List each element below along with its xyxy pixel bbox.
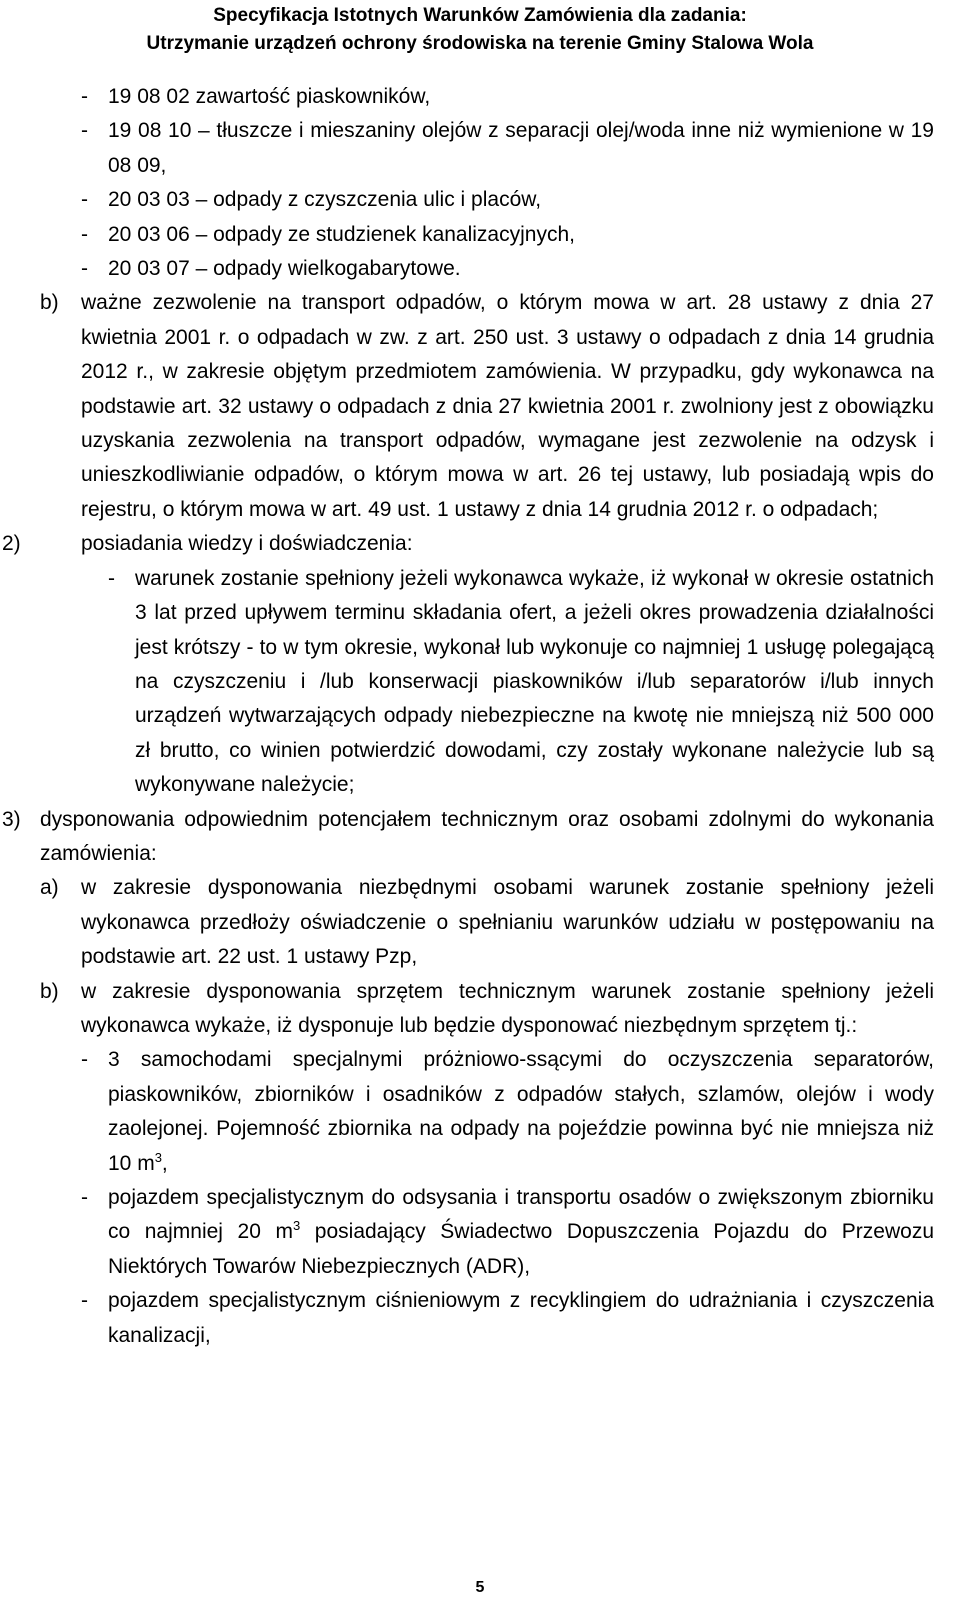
item-3a-marker: a) bbox=[40, 876, 59, 900]
item-2-text: posiadania wiedzy i doświadczenia: bbox=[81, 532, 413, 556]
page-number: 5 bbox=[475, 1579, 485, 1596]
item-2-knowledge bbox=[0, 527, 934, 561]
equipment-item bbox=[81, 1181, 935, 1284]
waste-code-text: 20 03 03 – odpady z czyszczenia ulic i placów, bbox=[108, 188, 542, 212]
item-3-text: dysponowania odpowiednim potencjałem technicznym oraz osobami zdolnymi do wykonania zamówienia: bbox=[40, 807, 934, 865]
item-3-marker: 3) bbox=[2, 807, 21, 831]
item-3-resources bbox=[0, 803, 934, 872]
waste-code-item bbox=[81, 183, 934, 217]
waste-code-text: 19 08 10 – tłuszcze i mieszaniny olejów z separacji olej/woda inne niż wymienione w 19 08 09, bbox=[108, 119, 934, 177]
dash-marker: - bbox=[81, 1048, 88, 1072]
equipment-item bbox=[81, 1043, 934, 1181]
dash-marker: - bbox=[81, 1289, 88, 1313]
dash-marker: - bbox=[81, 257, 88, 281]
item-3a-personnel bbox=[0, 871, 934, 974]
dash-marker: - bbox=[81, 119, 88, 143]
superscript: 3 bbox=[154, 1149, 162, 1165]
item-b-marker: b) bbox=[40, 291, 59, 315]
document-header bbox=[0, 0, 960, 58]
dash-marker: - bbox=[81, 222, 88, 246]
equipment-text-end: , bbox=[161, 1151, 168, 1175]
document-body bbox=[0, 80, 960, 1353]
waste-code-item bbox=[81, 80, 934, 114]
waste-code-text: 20 03 07 – odpady wielkogabarytowe. bbox=[108, 257, 461, 281]
item-2-condition bbox=[108, 562, 934, 803]
equipment-item bbox=[81, 1284, 934, 1353]
waste-code-item bbox=[81, 252, 934, 286]
waste-code-text: 19 08 02 zawartość piaskowników, bbox=[108, 85, 431, 108]
item-3b-text: w zakresie dysponowania sprzętem technicznym warunek zostanie spełniony jeżeli wykonawca wykaże, iż dysponuje lub będzie dysponować niezbędnym sprzętem tj.: bbox=[81, 979, 934, 1037]
item-3b-equipment bbox=[0, 975, 934, 1044]
dash-marker: - bbox=[81, 188, 88, 212]
header-title: Specyfikacja Istotnych Warunków Zamówienia dla zadania: bbox=[213, 5, 747, 26]
equipment-text: pojazdem specjalistycznym do odsysania i transportu osadów o zwiększonym zbiorniku co najmniej 20 m bbox=[108, 1186, 934, 1244]
equipment-text: pojazdem specjalistycznym ciśnieniowym z recyklingiem do udrażniania i czyszczenia kanalizacji, bbox=[108, 1289, 934, 1347]
waste-code-item bbox=[81, 218, 934, 252]
equipment-text: 3 samochodami specjalnymi próżniowo-ssącymi do oczyszczenia separatorów, piaskowników, zbiorników i osadników z odpadów stałych, szlamów, olejów i wody zaolejonej. Pojemność zbiornika na odpady na pojeździe powinna być nie mniejsza niż 10 m bbox=[108, 1048, 934, 1175]
item-b-text: ważne zezwolenie na transport odpadów, o którym mowa w art. 28 ustawy z dnia 27 kwietnia 2001 r. o odpadach w zw. z art. 250 ust. 3 ustawy o odpadach z dnia 14 grudnia 2012 r., w zakresie objętym przedmiotem zamówienia. W przypadku, gdy wykonawca na podstawie art. 32 ustawy o odpadach z dnia 27 kwietnia 2001 r. zwolniony jest z obowiązku uzyskania zezwolenia na transport odpadów, wymagane jest zezwolenie na odzysk i unieszkodliwianie odpadów, o którym mowa w art. 26 tej ustawy, lub posiadają wpis do rejestru, o którym mowa w art. 49 ust. 1 ustawy z dnia 14 grudnia 2012 r. o odpadach; bbox=[81, 291, 934, 521]
dash-marker: - bbox=[108, 566, 115, 590]
dash-marker: - bbox=[81, 85, 88, 108]
item-3b-marker: b) bbox=[40, 979, 59, 1003]
header-subtitle: Utrzymanie urządzeń ochrony środowiska na terenie Gminy Stalowa Wola bbox=[146, 33, 814, 54]
equipment-text-end: posiadający Świadectwo Dopuszczenia Pojazdu do Przewozu Niektórych Towarów Niebezpiecznych (ADR), bbox=[108, 1220, 935, 1278]
item-3a-text: w zakresie dysponowania niezbędnymi osobami warunek zostanie spełniony jeżeli wykonawca przedłoży oświadczenie o spełnianiu warunków udziału w postępowaniu na podstawie art. 22 ust. 1 ustawy Pzp, bbox=[81, 876, 934, 969]
waste-code-text: 20 03 06 – odpady ze studzienek kanalizacyjnych, bbox=[108, 222, 575, 246]
item-2-marker: 2) bbox=[2, 532, 21, 556]
waste-code-item bbox=[81, 114, 934, 183]
dash-marker: - bbox=[81, 1186, 88, 1209]
item-b-permit bbox=[0, 286, 934, 527]
superscript: 3 bbox=[292, 1218, 301, 1234]
item-2-condition-text: warunek zostanie spełniony jeżeli wykonawca wykaże, iż wykonał w okresie ostatnich 3 lat przed upływem terminu składania ofert, a jeżeli okres prowadzenia działalności jest krótszy - to w tym okresie, wykonał lub wykonuje co najmniej 1 usługę polegającą na czyszczeniu i /lub konserwacji piaskowników i/lub separatorów i/lub innych urządzeń wytwarzających odpady niebezpieczne na kwotę nie mniejszą niż 500 000 zł brutto, co winien potwierdzić dowodami, czy zostały wykonane należycie lub są wykonywane należycie; bbox=[135, 566, 934, 797]
